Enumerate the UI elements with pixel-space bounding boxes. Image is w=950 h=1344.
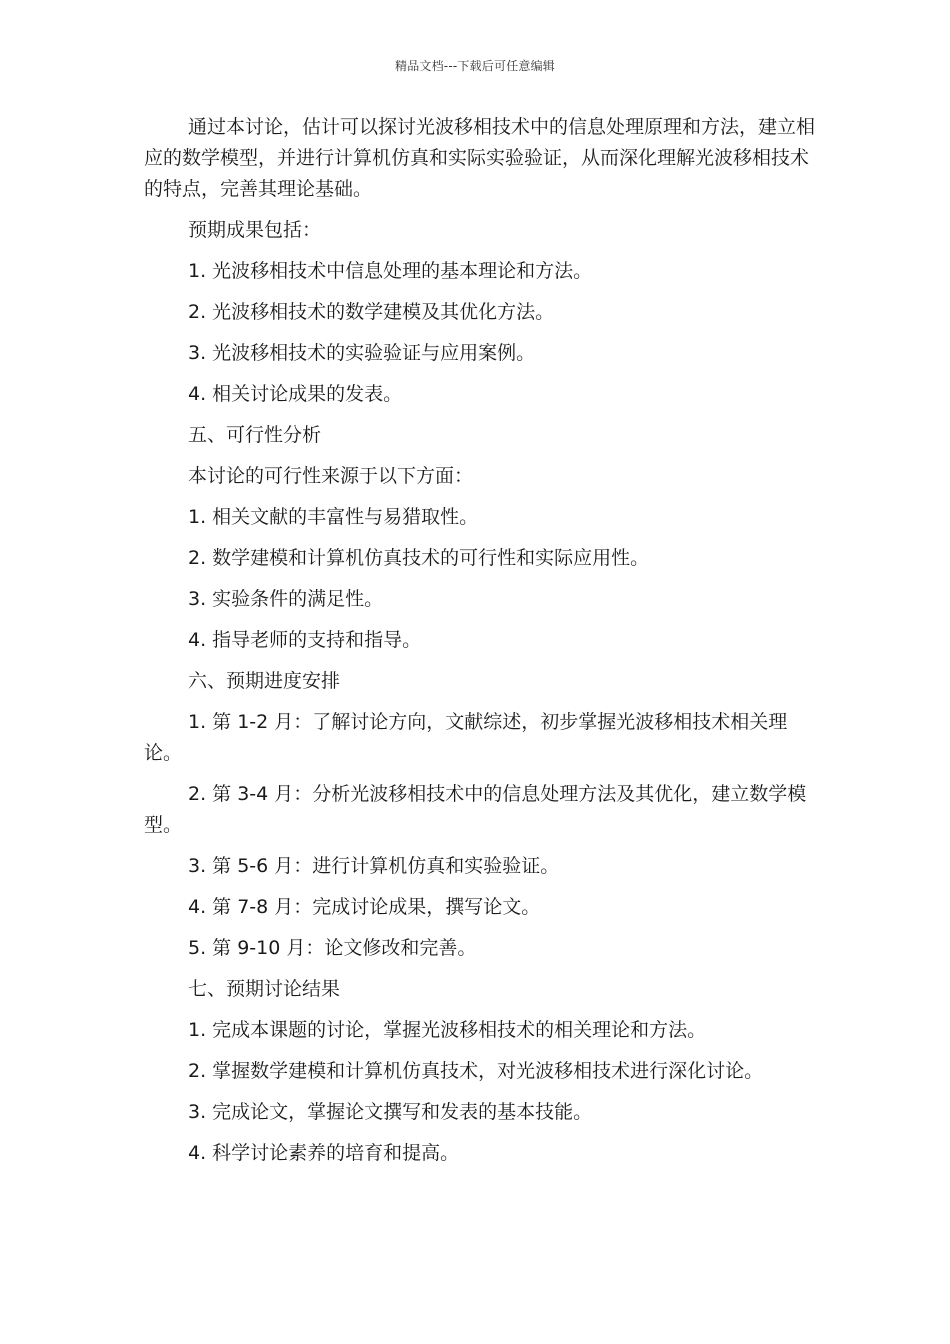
list-item: 2. 数学建模和计算机仿真技术的可行性和实际应用性。	[188, 547, 650, 569]
page-header: 精品文档---下载后可任意编辑	[395, 59, 555, 73]
list-item: 1. 光波移相技术中信息处理的基本理论和方法。	[188, 260, 593, 282]
expected-results-heading: 预期成果包括：	[188, 219, 322, 241]
section-heading-feasibility: 五、可行性分析	[188, 424, 322, 446]
section-heading-schedule: 六、预期进度安排	[188, 670, 341, 692]
list-item: 4. 相关讨论成果的发表。	[188, 383, 403, 405]
intro-paragraph: 通过本讨论，估计可以探讨光波移相技术中的信息处理原理和方法，建立相应的数学模型，并进行计算机仿真和实际实验验证，从而深化理解光波移相技术的特点，完善其理论基础。	[144, 116, 816, 200]
list-item: 3. 光波移相技术的实验验证与应用案例。	[188, 342, 536, 364]
document-body	[144, 112, 816, 1179]
list-item: 2. 掌握数学建模和计算机仿真技术，对光波移相技术进行深化讨论。	[188, 1060, 764, 1082]
list-item: 4. 指导老师的支持和指导。	[188, 629, 422, 651]
section-heading-results: 七、预期讨论结果	[188, 978, 341, 1000]
schedule-item: 4. 第 7-8 月：完成讨论成果，撰写论文。	[188, 896, 541, 918]
list-item: 3. 实验条件的满足性。	[188, 588, 384, 610]
list-item: 1. 相关文献的丰富性与易猎取性。	[188, 506, 479, 528]
schedule-item: 1. 第 1-2 月：了解讨论方向，文献综述，初步掌握光波移相技术相关理论。	[144, 711, 788, 764]
schedule-item: 3. 第 5-6 月：进行计算机仿真和实验验证。	[188, 855, 560, 877]
schedule-item: 2. 第 3-4 月：分析光波移相技术中的信息处理方法及其优化，建立数学模型。	[144, 783, 807, 836]
list-item: 4. 科学讨论素养的培育和提高。	[188, 1142, 460, 1164]
list-item: 1. 完成本课题的讨论，掌握光波移相技术的相关理论和方法。	[188, 1019, 707, 1041]
list-item: 2. 光波移相技术的数学建模及其优化方法。	[188, 301, 555, 323]
list-item: 3. 完成论文，掌握论文撰写和发表的基本技能。	[188, 1101, 593, 1123]
schedule-item: 5. 第 9-10 月：论文修改和完善。	[188, 937, 477, 959]
feasibility-intro: 本讨论的可行性来源于以下方面：	[188, 465, 474, 487]
